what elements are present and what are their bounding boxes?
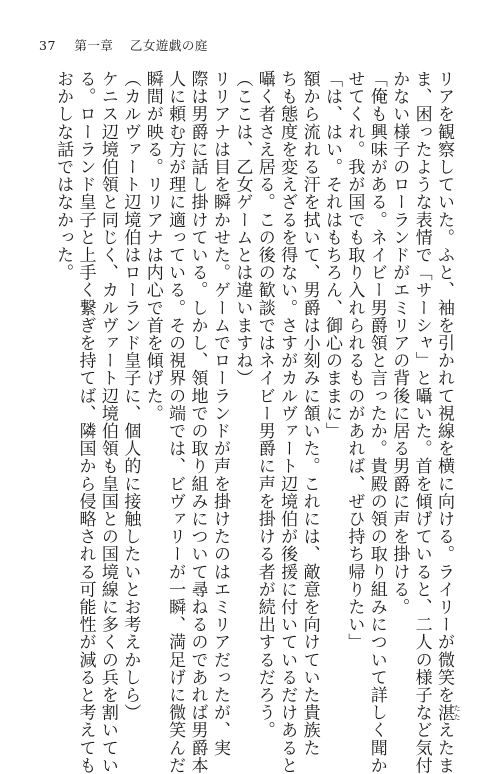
ruby-annotation: 湛 たた: [434, 703, 461, 722]
page-number: 37: [39, 38, 56, 53]
text-line: 「俺も興味がある。ネイビー男爵領と言ったか。貴殿の領の取り組みについて詳しく聞か: [366, 70, 387, 774]
text-line: 際は男爵に話し掛けている。しかし、領地での取り組みについて尋ねるのであれば男爵本: [187, 70, 208, 774]
text-line: かない様子のローランドがエミリアの背後に居る男爵に声を掛ける。: [389, 70, 410, 616]
text-line: リリアナは目を瞬かせた。ゲームでローランドが声を掛けたのはエミリアだったが、実: [209, 70, 230, 757]
text-line: 「は、はい。それはもちろん、御心のままに」: [321, 70, 342, 440]
text-line: 囁く者さえ居る。この後の歓談ではネイビー男爵に声を掛ける者が続出するだろう。: [254, 70, 275, 739]
text-line: おかしな話ではなかった。: [53, 70, 74, 282]
text-line: ちも態度を変えざるを得ない。さすがカルヴァート辺境伯が後援に付いているだけあると: [277, 70, 298, 774]
text-line: リアを観察していた。ふと、袖を引かれて視線を横に向ける。ライリーが微笑を湛 たたえたま: [434, 70, 461, 774]
text-line: 額から流れる汗を拭いて、男爵は小刻みに頷いた。これには、敵意を向けていた貴族た: [299, 70, 320, 757]
text-line: ケニス辺境伯領と同じく、カルヴァート辺境伯領も皇国との国境線に多くの兵を割いてい: [97, 70, 118, 774]
text-line: （ここは、乙女ゲームとは違いますね）: [232, 70, 253, 387]
chapter-number: 第一章: [74, 38, 114, 53]
text-line: せてくれ。我が国でも取り入れられるものがあれば、ぜひ持ち帰りたい」: [344, 70, 365, 651]
running-header: [39, 36, 208, 54]
chapter-title: 乙女遊戯の庭: [129, 38, 208, 53]
text-line: 瞬間が映る。リリアナは内心で首を傾げた。: [142, 70, 163, 422]
text-line: 人に頼む方が理に適っている。その視界の端では、ビヴァリーが一瞬、満足げに微笑んだ: [165, 70, 186, 774]
text-line: る。ローランド皇子と上手く繋ぎを持てば、隣国から侵略される可能性が減ると考えても: [75, 70, 96, 774]
vertical-body-text: [37, 70, 461, 774]
text-line: ま、困ったような表情で「サーシャ」と囁いた。首を傾げていると、二人の様子など気付: [411, 70, 432, 774]
text-line: （カルヴァート辺境伯はローランド皇子に、個人的に接触したいとお考えかしら）: [120, 70, 141, 722]
